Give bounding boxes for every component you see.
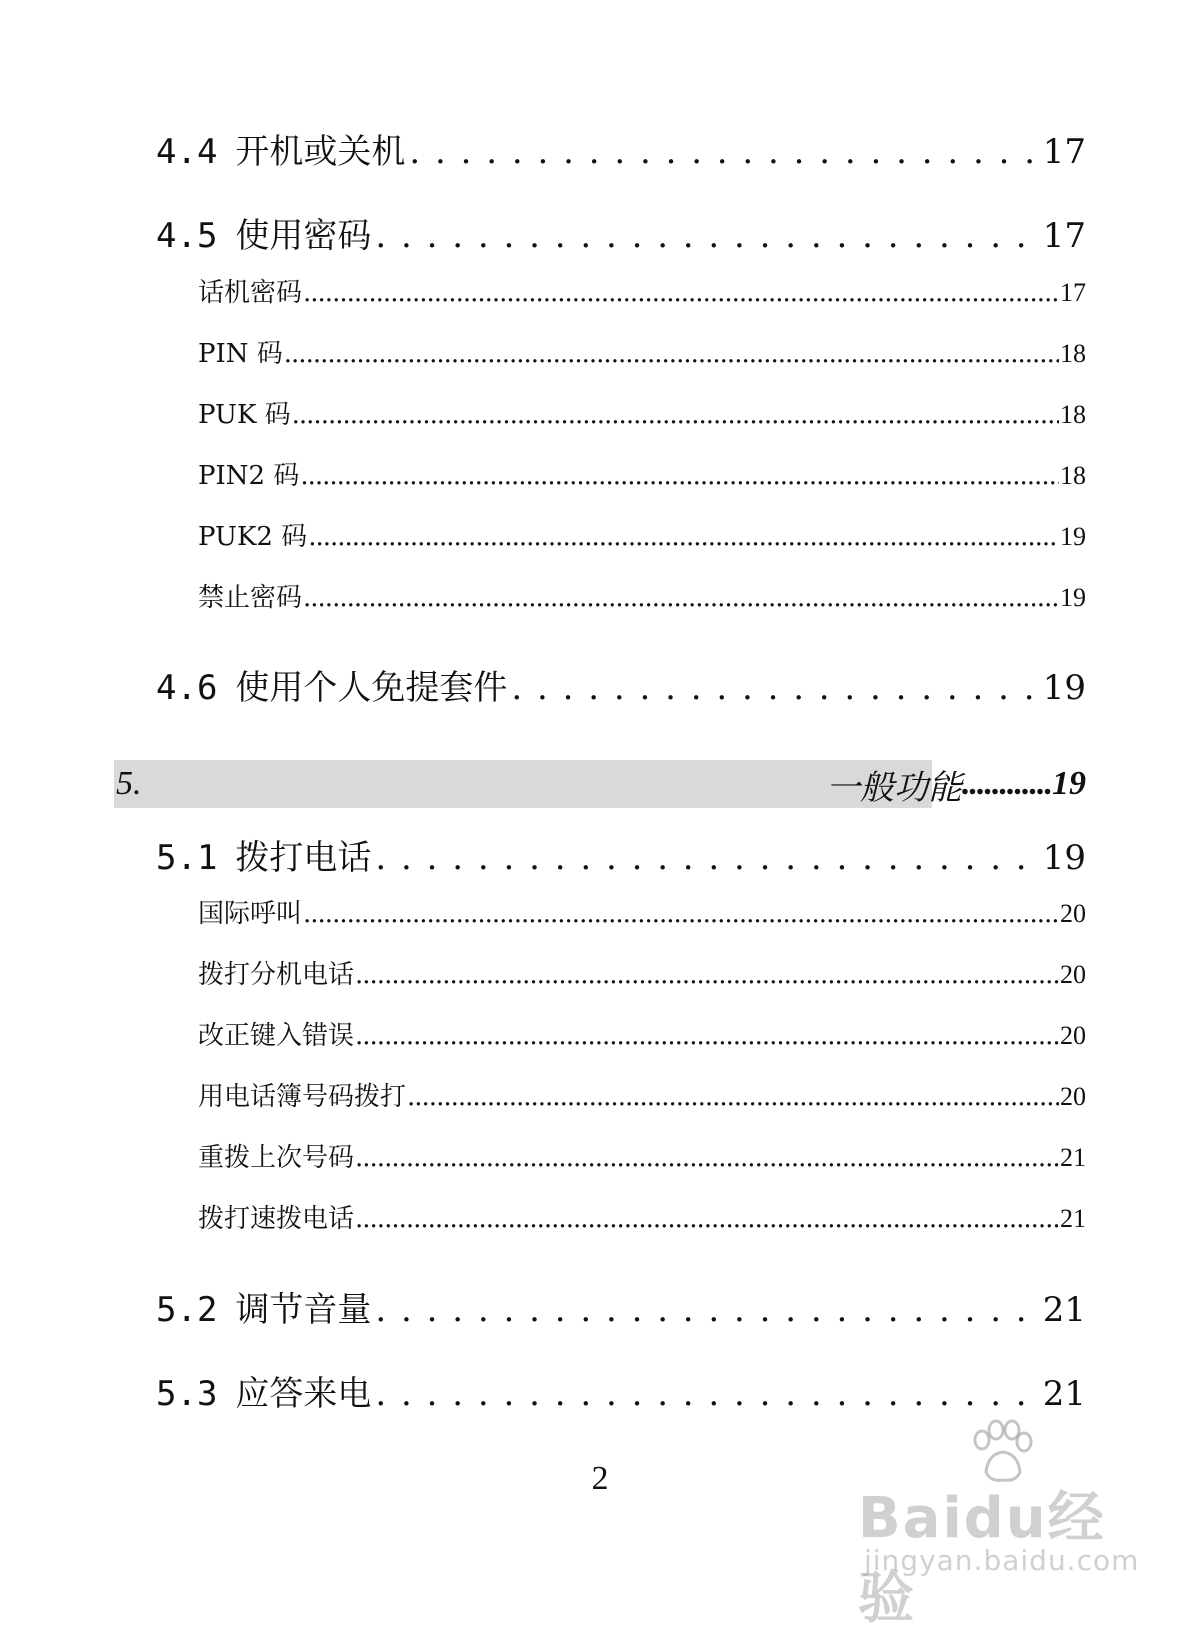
section-title: 使用密码 bbox=[235, 216, 372, 256]
dot-leader bbox=[303, 583, 1059, 613]
page-number: 19 bbox=[1060, 583, 1086, 612]
page-number: 17 bbox=[1042, 216, 1086, 256]
page-number: 19 bbox=[1042, 838, 1086, 878]
subentry-title: 改正键入错误 bbox=[198, 1021, 355, 1051]
page-number: 18 bbox=[1060, 339, 1086, 368]
subentry-title: 拨打速拨电话 bbox=[198, 1204, 355, 1234]
section-title: 开机或关机 bbox=[235, 132, 406, 172]
section-title: 调节音量 bbox=[235, 1290, 372, 1330]
subentry-title: PUK 码 bbox=[198, 400, 291, 430]
toc-entry-5-3[interactable] bbox=[156, 1366, 1086, 1412]
page-number: 20 bbox=[1060, 1021, 1086, 1050]
toc-subentry[interactable] bbox=[198, 333, 1086, 369]
footer-page-number: 2 bbox=[591, 1460, 609, 1497]
section-number: 5.2 bbox=[156, 1290, 218, 1330]
watermark-brand: Baidu经验 bbox=[858, 1486, 1106, 1631]
subentry-title: PIN 码 bbox=[198, 339, 283, 369]
dot-leader bbox=[292, 400, 1059, 430]
toc-subentry[interactable] bbox=[198, 893, 1086, 929]
toc-subentry[interactable] bbox=[198, 1137, 1086, 1173]
dot-leader bbox=[308, 522, 1059, 552]
section-number: 4.5 bbox=[156, 216, 218, 256]
toc-entry-5-1[interactable] bbox=[156, 830, 1086, 876]
subentry-title: 拨打分机电话 bbox=[198, 960, 355, 990]
section-title: 拨打电话 bbox=[235, 838, 372, 878]
dot-leader bbox=[409, 132, 1038, 172]
dot-leader bbox=[303, 278, 1059, 308]
page-number: 21 bbox=[1060, 1143, 1086, 1172]
dot-leader bbox=[375, 1290, 1038, 1330]
page-number: 18 bbox=[1060, 461, 1086, 490]
dot-leader bbox=[511, 668, 1038, 708]
subentry-title: 禁止密码 bbox=[198, 583, 303, 613]
page-number: 19 bbox=[1060, 522, 1086, 551]
section-number: 5.3 bbox=[156, 1374, 218, 1414]
section-title: 应答来电 bbox=[235, 1374, 372, 1414]
dot-leader bbox=[355, 1204, 1059, 1234]
page-number: 19 bbox=[1052, 765, 1086, 802]
page-number: 19 bbox=[1042, 668, 1086, 708]
page-number: 20 bbox=[1060, 899, 1086, 928]
page-number: 21 bbox=[1060, 1204, 1086, 1233]
page-number: 17 bbox=[1042, 132, 1086, 172]
toc-subentry[interactable] bbox=[198, 1015, 1086, 1051]
toc-subentry[interactable] bbox=[198, 394, 1086, 430]
page-number: 20 bbox=[1060, 960, 1086, 989]
page-number: 21 bbox=[1042, 1290, 1086, 1330]
chapter-number: 5. bbox=[116, 765, 142, 802]
toc-entry-4-5[interactable] bbox=[156, 208, 1086, 254]
toc-subentry[interactable] bbox=[198, 272, 1086, 308]
subentry-title: 话机密码 bbox=[198, 278, 303, 308]
subentry-title: PIN2 码 bbox=[198, 461, 300, 491]
page-number: 18 bbox=[1060, 400, 1086, 429]
dot-leader bbox=[375, 838, 1038, 878]
subentry-title: PUK2 码 bbox=[198, 522, 308, 552]
toc-subentry[interactable] bbox=[198, 954, 1086, 990]
toc-subentry[interactable] bbox=[198, 455, 1086, 491]
dot-leader bbox=[300, 461, 1059, 491]
toc-entry-4-6[interactable] bbox=[156, 660, 1086, 706]
dot-leader bbox=[355, 960, 1059, 990]
dot-leader bbox=[303, 899, 1059, 929]
dot-leader bbox=[355, 1143, 1059, 1173]
toc-entry-4-4[interactable] bbox=[156, 124, 1086, 170]
chapter-title: 一般功能 bbox=[826, 769, 962, 807]
toc-subentry[interactable] bbox=[198, 1076, 1086, 1112]
toc-subentry[interactable] bbox=[198, 1198, 1086, 1234]
page-number: 17 bbox=[1060, 278, 1086, 307]
subentry-title: 国际呼叫 bbox=[198, 899, 303, 929]
dot-leader bbox=[407, 1082, 1059, 1112]
dot-leader bbox=[375, 1374, 1038, 1414]
dot-leader bbox=[375, 216, 1038, 256]
toc-chapter-5[interactable] bbox=[114, 760, 1086, 808]
subentry-title: 重拨上次号码 bbox=[198, 1143, 355, 1173]
watermark-url: jingyan.baidu.com bbox=[864, 1544, 1140, 1577]
page-number: 20 bbox=[1060, 1082, 1086, 1111]
toc-subentry[interactable] bbox=[198, 577, 1086, 613]
toc-entry-5-2[interactable] bbox=[156, 1282, 1086, 1328]
page-number: 21 bbox=[1042, 1374, 1086, 1414]
dot-leader bbox=[284, 339, 1059, 369]
dot-leader bbox=[355, 1021, 1059, 1051]
section-number: 5.1 bbox=[156, 838, 218, 878]
section-title: 使用个人免提套件 bbox=[235, 668, 508, 708]
baidu-watermark bbox=[858, 1418, 1158, 1631]
toc-subentry[interactable] bbox=[198, 516, 1086, 552]
subentry-title: 用电话簿号码拨打 bbox=[198, 1082, 407, 1112]
section-number: 4.6 bbox=[156, 668, 218, 708]
dot-leader: ............ bbox=[962, 765, 1052, 802]
section-number: 4.4 bbox=[156, 132, 218, 172]
